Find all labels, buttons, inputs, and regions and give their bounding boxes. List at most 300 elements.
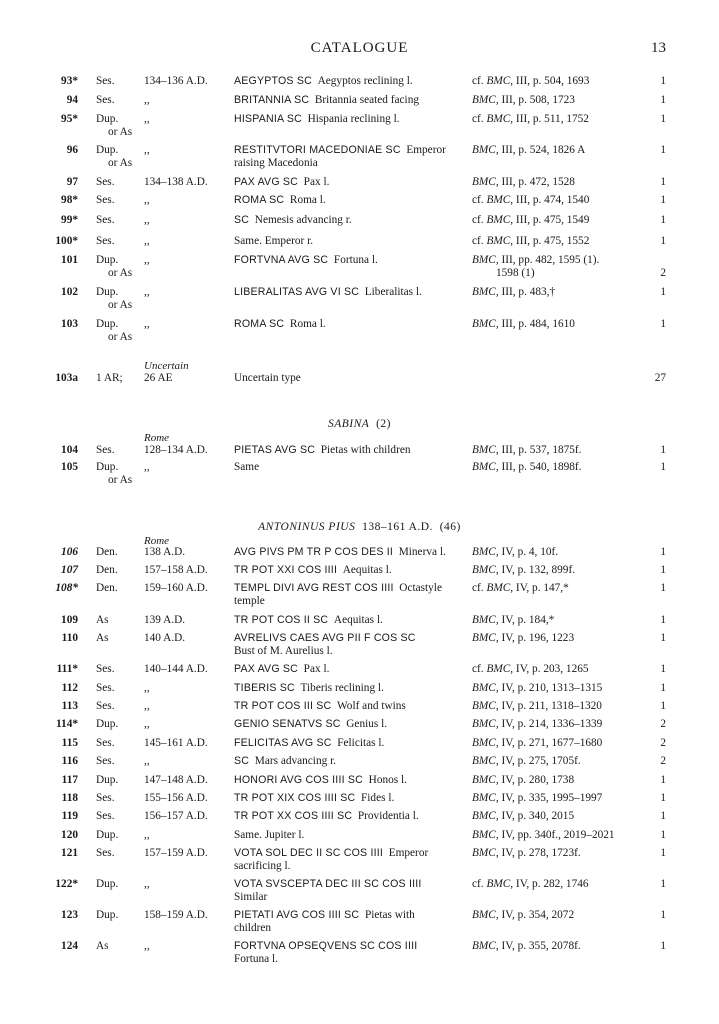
quantity: 1 [660, 461, 666, 473]
reverse-type: Roma l. [289, 194, 326, 206]
catalogue-number: 93* [61, 75, 78, 87]
reference-pre: cf. [472, 235, 487, 247]
reference-pre: cf. [472, 113, 487, 125]
quantity: 1 [660, 700, 666, 712]
coin-legend: PAX AVG SC [234, 176, 299, 188]
reverse-type: Genius l. [346, 718, 388, 730]
denomination: Ses. [96, 75, 115, 87]
type-description [234, 810, 462, 823]
type-description [234, 829, 462, 842]
denomination: Ses. [96, 682, 115, 694]
reference-em: BMC, [472, 718, 499, 730]
coin-legend: PIETATI AVG COS IIII SC [234, 909, 360, 921]
catalogue-number: 114* [56, 718, 78, 730]
catalogue-number: 122* [55, 878, 78, 890]
coin-legend: LIBERALITAS AVG VI SC [234, 286, 360, 298]
date: ,, [144, 194, 150, 206]
reference-em: BMC, [472, 829, 499, 841]
quantity: 1 [660, 194, 666, 206]
reverse-type: Pax l. [303, 663, 330, 675]
type-description [234, 718, 462, 731]
reverse-type-continued: Similar [234, 891, 268, 903]
reverse-type: Honos l. [368, 774, 407, 786]
type-description [234, 614, 462, 627]
type-description [234, 564, 462, 577]
reference-post: III, p. 537, 1875f. [498, 444, 582, 456]
denomination: Den. [96, 564, 118, 576]
catalogue-number: 100* [55, 235, 78, 247]
quantity: 2 [660, 718, 666, 730]
reference-em: BMC, [472, 737, 499, 749]
catalogue-number: 118 [61, 792, 78, 804]
catalogue-number: 111* [56, 663, 78, 675]
denomination-alt: or As [108, 474, 133, 486]
coin-legend: SC [234, 755, 250, 767]
denomination: 1 AR; [96, 372, 123, 384]
denomination: Dup. [96, 286, 119, 298]
catalogue-number: 112 [61, 682, 78, 694]
quantity: 1 [660, 847, 666, 859]
reference-post: III, p. 508, 1723 [498, 94, 575, 106]
reference-post: III, pp. 482, 1595 (1). [498, 254, 600, 266]
denomination: Ses. [96, 235, 115, 247]
denomination: Ses. [96, 176, 115, 188]
reference-em: BMC, [472, 286, 499, 298]
quantity: 1 [660, 582, 666, 594]
reference-post: IV, p. 282, 1746 [513, 878, 589, 890]
reference-em: BMC, [486, 663, 514, 675]
catalogue-number: 103a [55, 372, 78, 384]
reverse-type: Pietas with [364, 909, 415, 921]
reference-post: III, p. 524, 1826 A [498, 144, 586, 156]
reverse-type: Pax l. [303, 176, 330, 188]
catalogue-number: 109 [61, 614, 78, 626]
reference-post: IV, p. 132, 899f. [498, 564, 576, 576]
reference-em: BMC, [472, 318, 499, 330]
date: 26 AE [144, 372, 173, 384]
denomination: Dup. [96, 318, 119, 330]
reverse-type: Pietas with children [320, 444, 411, 456]
reference-continued: 1598 (1) [496, 267, 535, 279]
type-description [234, 286, 462, 299]
denomination: As [96, 614, 109, 626]
type-description [234, 582, 462, 608]
catalogue-number: 107 [61, 564, 78, 576]
reference-em: BMC, [472, 546, 499, 558]
coin-legend: TIBERIS SC [234, 682, 295, 694]
date: ,, [144, 682, 150, 694]
type-description [234, 194, 462, 207]
coin-legend: AEGYPTOS SC [234, 75, 312, 87]
type-description [234, 632, 462, 658]
catalogue-number: 116 [61, 755, 78, 767]
date: 140 A.D. [144, 632, 186, 644]
reference-em: BMC, [472, 792, 499, 804]
date: 138 A.D. [144, 546, 186, 558]
reverse-type: Emperor [388, 847, 429, 859]
type-description [234, 75, 462, 88]
reverse-type: Octastyle [399, 582, 442, 594]
reverse-type-continued: Fortuna l. [234, 953, 278, 965]
reference-pre: cf. [472, 214, 487, 226]
ruler-name: SABINA [328, 418, 370, 430]
reference-em: BMC, [486, 582, 514, 594]
reference-pre: cf. [472, 878, 487, 890]
reference-em: BMC, [472, 254, 499, 266]
catalogue-number: 117 [61, 774, 78, 786]
catalogue-number: 106 [61, 546, 78, 558]
quantity: 1 [660, 286, 666, 298]
denomination: Ses. [96, 737, 115, 749]
denomination: Ses. [96, 214, 115, 226]
reference-em: BMC, [472, 564, 499, 576]
coin-legend: SC [234, 214, 250, 226]
denomination: Ses. [96, 444, 115, 456]
reference-pre: cf. [472, 194, 487, 206]
reference-post: IV, p. 4, 10f. [498, 546, 559, 558]
reverse-type: Aequitas l. [342, 564, 392, 576]
reference-em: BMC, [472, 94, 499, 106]
type-description [234, 663, 462, 676]
denomination: Ses. [96, 847, 115, 859]
reference-post: IV, p. 203, 1265 [513, 663, 589, 675]
ruler-name: ANTONINUS PIUS [258, 521, 356, 533]
type-description [234, 254, 462, 267]
coin-legend: BRITANNIA SC [234, 94, 310, 106]
reference-em: BMC, [472, 444, 499, 456]
denomination: Dup. [96, 144, 119, 156]
reference-em: BMC, [472, 682, 499, 694]
type-description [234, 755, 462, 768]
type-description [234, 792, 462, 805]
catalogue-number: 124 [61, 940, 78, 952]
reference-post: IV, p. 340, 2015 [498, 810, 575, 822]
page-header [0, 40, 719, 62]
quantity: 1 [660, 614, 666, 626]
reference-post: IV, p. 335, 1995–1997 [498, 792, 603, 804]
reference-post: IV, p. 196, 1223 [498, 632, 575, 644]
reverse-type: Aegyptos reclining l. [317, 75, 413, 87]
date: ,, [144, 878, 150, 890]
reverse-type: Tiberis reclining l. [300, 682, 384, 694]
reverse-type: Mars advancing r. [254, 755, 337, 767]
reference-post: III, p. 475, 1552 [513, 235, 590, 247]
quantity: 1 [660, 632, 666, 644]
catalogue-number: 115 [61, 737, 78, 749]
quantity: 1 [660, 940, 666, 952]
reverse-type: Roma l. [289, 318, 326, 330]
reference-post: IV, pp. 340f., 2019–2021 [498, 829, 615, 841]
coin-legend: AVRELIVS CAES AVG PII F COS SC [234, 632, 416, 644]
reference-em: BMC, [472, 909, 499, 921]
date: 140–144 A.D. [144, 663, 208, 675]
date: 157–158 A.D. [144, 564, 208, 576]
quantity: 1 [660, 810, 666, 822]
reference-em: BMC, [472, 940, 499, 952]
type-description [234, 682, 462, 695]
reference-em: BMC, [472, 847, 499, 859]
reverse-type: Britannia seated facing [314, 94, 419, 106]
quantity: 1 [660, 682, 666, 694]
coin-legend: GENIO SENATVS SC [234, 718, 341, 730]
reference-post: IV, p. 184,* [498, 614, 555, 626]
type-description [234, 774, 462, 787]
coin-legend: PAX AVG SC [234, 663, 299, 675]
date: 139 A.D. [144, 614, 186, 626]
date: 157–159 A.D. [144, 847, 208, 859]
catalogue-number: 95* [61, 113, 78, 125]
denomination: Ses. [96, 792, 115, 804]
reference-em: BMC, [472, 774, 499, 786]
denomination: Den. [96, 546, 118, 558]
reverse-type: Providentia l. [357, 810, 419, 822]
type-description [234, 144, 462, 170]
quantity: 1 [660, 214, 666, 226]
date: ,, [144, 94, 150, 106]
quantity: 1 [660, 75, 666, 87]
reverse-type: Wolf and twins [337, 700, 406, 712]
reference-post: IV, p. 280, 1738 [498, 774, 575, 786]
quantity: 1 [660, 663, 666, 675]
reverse-type: Same. Jupiter l. [234, 829, 305, 841]
type-description [234, 176, 462, 189]
type-description [234, 94, 462, 107]
reference-post: III, p. 511, 1752 [513, 113, 589, 125]
catalogue-number: 105 [61, 461, 78, 473]
date: 155–156 A.D. [144, 792, 208, 804]
coin-legend: ROMA SC [234, 194, 285, 206]
reference-em: BMC, [472, 614, 499, 626]
reference-post: IV, p. 275, 1705f. [498, 755, 581, 767]
coin-legend: TR POT XIX COS IIII SC [234, 792, 356, 804]
coin-legend: FELICITAS AVG SC [234, 737, 332, 749]
denomination: Dup. [96, 774, 119, 786]
catalogue-number: 98* [61, 194, 78, 206]
reference-em: BMC, [472, 176, 499, 188]
reference-post: IV, p. 278, 1723f. [498, 847, 581, 859]
coin-legend: VOTA SVSCEPTA DEC III SC COS IIII [234, 878, 422, 890]
mint-label: Rome [144, 535, 170, 547]
reference-post: III, p. 484, 1610 [498, 318, 575, 330]
coin-legend: HONORI AVG COS IIII SC [234, 774, 363, 786]
section-heading-sabina [0, 418, 719, 430]
denomination: Ses. [96, 700, 115, 712]
catalogue-number: 123 [61, 909, 78, 921]
catalogue-number: 96 [66, 144, 78, 156]
type-description [234, 737, 462, 750]
denomination: As [96, 632, 109, 644]
type-description [234, 444, 462, 457]
reverse-type: Fides l. [361, 792, 395, 804]
denomination: As [96, 940, 109, 952]
reverse-type: Minerva l. [398, 546, 446, 558]
catalogue-number: 102 [61, 286, 78, 298]
denomination: Ses. [96, 94, 115, 106]
reference-post: IV, p. 271, 1677–1680 [498, 737, 603, 749]
reverse-type-continued: raising Macedonia [234, 157, 318, 169]
date: ,, [144, 718, 150, 730]
coin-legend: RESTITVTORI MACEDONIAE SC [234, 144, 401, 156]
quantity: 1 [660, 318, 666, 330]
reference-em: BMC, [472, 700, 499, 712]
date: ,, [144, 214, 150, 226]
catalogue-number: 99* [61, 214, 78, 226]
quantity: 1 [660, 176, 666, 188]
reference-pre: cf. [472, 75, 487, 87]
date: 145–161 A.D. [144, 737, 208, 749]
reverse-type: Fortuna l. [333, 254, 378, 266]
denomination-alt: or As [108, 331, 133, 343]
date: ,, [144, 144, 150, 156]
catalogue-number: 119 [61, 810, 78, 822]
date: ,, [144, 286, 150, 298]
quantity: 1 [660, 774, 666, 786]
type-description [234, 878, 462, 904]
date: ,, [144, 829, 150, 841]
type-description [234, 318, 462, 331]
quantity: 1 [660, 909, 666, 921]
date: 159–160 A.D. [144, 582, 208, 594]
coin-count: (2) [376, 418, 391, 430]
reference-em: BMC, [486, 194, 514, 206]
reference-post: IV, p. 211, 1318–1320 [498, 700, 602, 712]
date: ,, [144, 700, 150, 712]
reverse-type: Same [234, 461, 260, 473]
catalogue-number: 108* [55, 582, 78, 594]
date: 158–159 A.D. [144, 909, 208, 921]
quantity: 27 [654, 372, 666, 384]
catalogue-number: 101 [61, 254, 78, 266]
date: ,, [144, 755, 150, 767]
reference-pre: cf. [472, 582, 487, 594]
quantity: 2 [660, 267, 666, 279]
quantity: 1 [660, 564, 666, 576]
reign-dates: 138–161 A.D. [362, 521, 433, 533]
reference-em: BMC, [486, 75, 514, 87]
reference-post: IV, p. 210, 1313–1315 [498, 682, 603, 694]
reverse-type: Hispania reclining l. [307, 113, 400, 125]
denomination-alt: or As [108, 157, 133, 169]
quantity: 2 [660, 737, 666, 749]
reference-post: IV, p. 354, 2072 [498, 909, 575, 921]
date: ,, [144, 254, 150, 266]
quantity: 1 [660, 144, 666, 156]
page-title: CATALOGUE [310, 40, 409, 56]
page-number: 13 [651, 40, 666, 56]
date: 128–134 A.D. [144, 444, 208, 456]
denomination-alt: or As [108, 299, 133, 311]
reverse-type-continued: temple [234, 595, 265, 607]
coin-legend: TR POT COS III SC [234, 700, 332, 712]
coin-legend: TEMPL DIVI AVG REST COS IIII [234, 582, 394, 594]
denomination: Den. [96, 582, 118, 594]
catalogue-number: 113 [61, 700, 78, 712]
reference-post: III, p. 504, 1693 [513, 75, 590, 87]
quantity: 1 [660, 829, 666, 841]
coin-legend: TR POT COS II SC [234, 614, 329, 626]
denomination: Dup. [96, 909, 119, 921]
type-description [234, 847, 462, 873]
catalogue-number: 121 [61, 847, 78, 859]
reverse-type: Nemesis advancing r. [254, 214, 352, 226]
coin-legend: FORTVNA OPSEQVENS SC COS IIII [234, 940, 418, 952]
reference-em: BMC, [472, 755, 499, 767]
reference-em: BMC, [486, 214, 514, 226]
denomination: Ses. [96, 194, 115, 206]
coin-legend: ROMA SC [234, 318, 285, 330]
denomination: Ses. [96, 755, 115, 767]
uncertain-label: Uncertain [144, 360, 189, 372]
denomination: Dup. [96, 829, 119, 841]
coin-legend: FORTVNA AVG SC [234, 254, 329, 266]
quantity: 1 [660, 235, 666, 247]
coin-legend: TR POT XXI COS IIII [234, 564, 338, 576]
denomination: Dup. [96, 878, 119, 890]
reverse-type: Felicitas l. [337, 737, 385, 749]
reference-post: III, p. 472, 1528 [498, 176, 575, 188]
reference-post: IV, p. 355, 2078f. [498, 940, 581, 952]
denomination: Dup. [96, 254, 119, 266]
reference-post: IV, p. 214, 1336–1339 [498, 718, 603, 730]
type-description [234, 113, 462, 126]
reference-post: III, p. 540, 1898f. [498, 461, 582, 473]
quantity: 1 [660, 113, 666, 125]
catalogue-number: 110 [61, 632, 78, 644]
catalogue-number: 103 [61, 318, 78, 330]
quantity: 1 [660, 546, 666, 558]
date: 134–136 A.D. [144, 75, 208, 87]
reverse-type-continued: Bust of M. Aurelius l. [234, 645, 333, 657]
reference-pre: cf. [472, 663, 487, 675]
date: 156–157 A.D. [144, 810, 208, 822]
type-description [234, 940, 462, 966]
catalogue-number: 97 [66, 176, 78, 188]
reverse-type: Emperor [406, 144, 446, 156]
type-description [234, 700, 462, 713]
catalogue-number: 94 [66, 94, 78, 106]
denomination-alt: or As [108, 126, 133, 138]
reference-post: III, p. 475, 1549 [513, 214, 590, 226]
date: ,, [144, 113, 150, 125]
mint-label: Rome [144, 432, 170, 444]
denomination-alt: or As [108, 267, 133, 279]
reverse-type-continued: sacrificing l. [234, 860, 291, 872]
coin-legend: VOTA SOL DEC II SC COS IIII [234, 847, 384, 859]
quantity: 1 [660, 878, 666, 890]
reverse-type: Same. Emperor r. [234, 235, 314, 247]
denomination: Dup. [96, 718, 119, 730]
type-description [234, 461, 462, 474]
reference-em: BMC, [486, 235, 514, 247]
denomination: Dup. [96, 113, 119, 125]
quantity: 1 [660, 444, 666, 456]
reference-em: BMC, [472, 632, 499, 644]
quantity: 1 [660, 792, 666, 804]
denomination: Ses. [96, 810, 115, 822]
type-description: Uncertain type [234, 372, 301, 384]
section-heading-antoninus [0, 521, 719, 533]
type-description [234, 546, 462, 559]
date: ,, [144, 235, 150, 247]
date: ,, [144, 461, 150, 473]
reverse-type: Aequitas l. [333, 614, 383, 626]
coin-legend: PIETAS AVG SC [234, 444, 316, 456]
reference-em: BMC, [486, 878, 514, 890]
date: 134–138 A.D. [144, 176, 208, 188]
catalogue-number: 104 [61, 444, 78, 456]
quantity: 2 [660, 755, 666, 767]
date: 147–148 A.D. [144, 774, 208, 786]
